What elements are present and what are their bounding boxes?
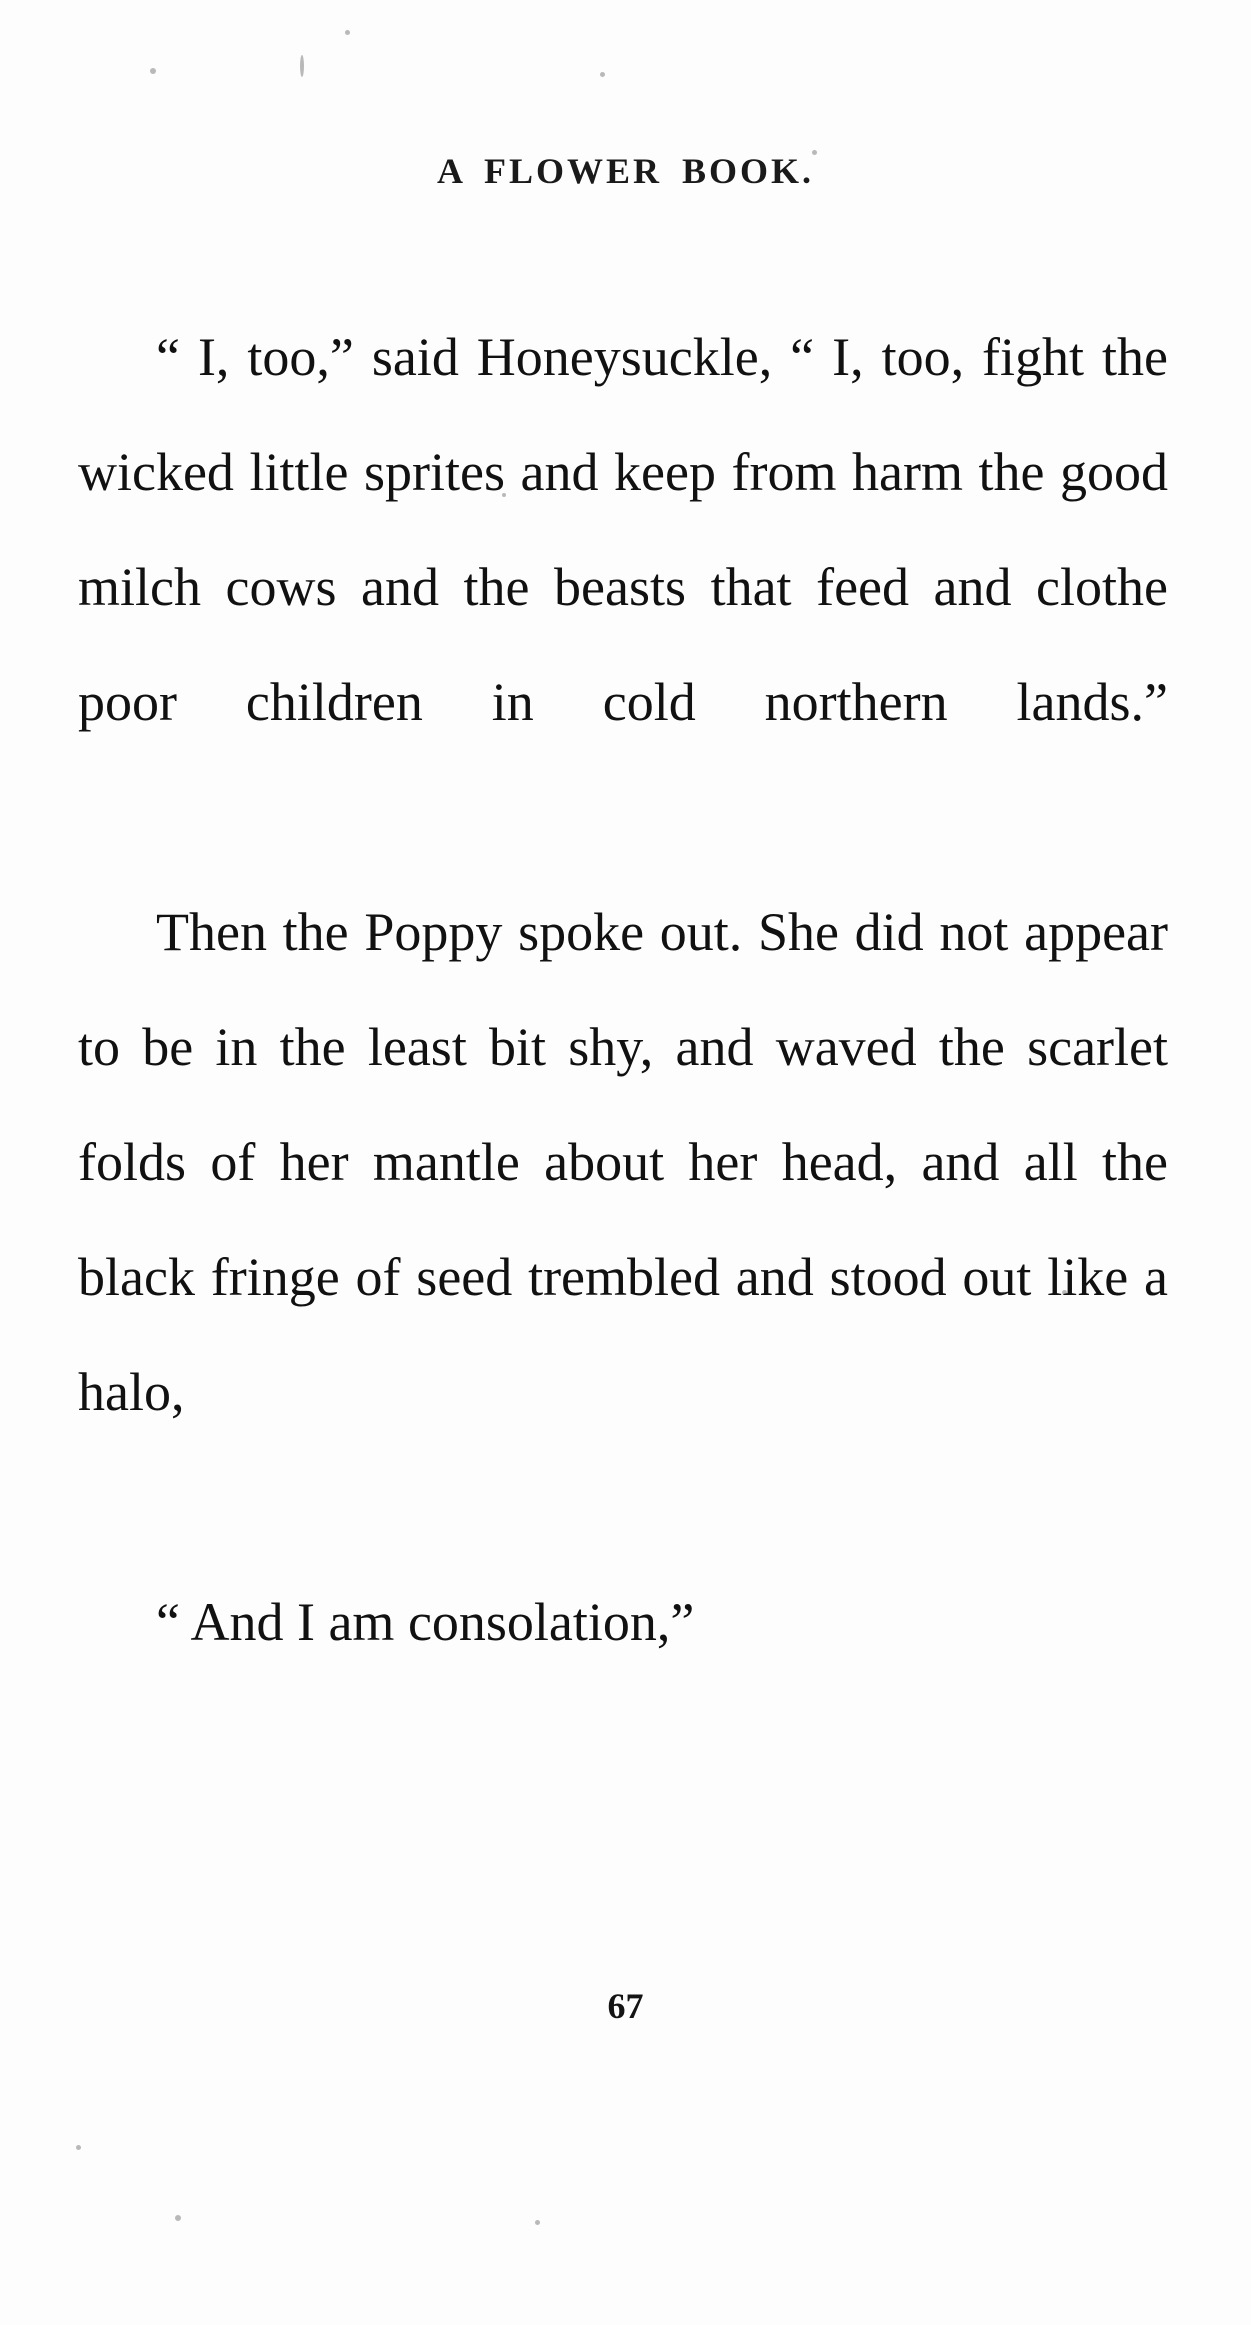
dust-speck [535, 2220, 540, 2225]
dust-speck [76, 2145, 81, 2150]
dust-speck [345, 30, 350, 35]
dust-speck [600, 72, 605, 77]
paragraph: Then the Poppy spoke out. She did not appear to be in the least bit shy, and waved the scarlet folds of her mantle about her head, and all the black fringe of seed trembled and stood out like a halo, [78, 902, 1168, 1422]
paragraph: “ I, too,” said Honeysuckle, “ I, too, fight the wicked little sprites and keep from harm the good milch cows and the beasts that feed and clothe poor children in cold northern lands.” [78, 327, 1168, 732]
page-body [78, 300, 1168, 1680]
running-head: A FLOWER BOOK. [436, 151, 815, 191]
page-number: 67 [607, 1986, 644, 2026]
dust-speck [175, 2215, 181, 2221]
paragraph: “ And I am consolation,” [156, 1592, 695, 1652]
dust-speck [150, 68, 156, 74]
dust-speck [300, 55, 304, 77]
